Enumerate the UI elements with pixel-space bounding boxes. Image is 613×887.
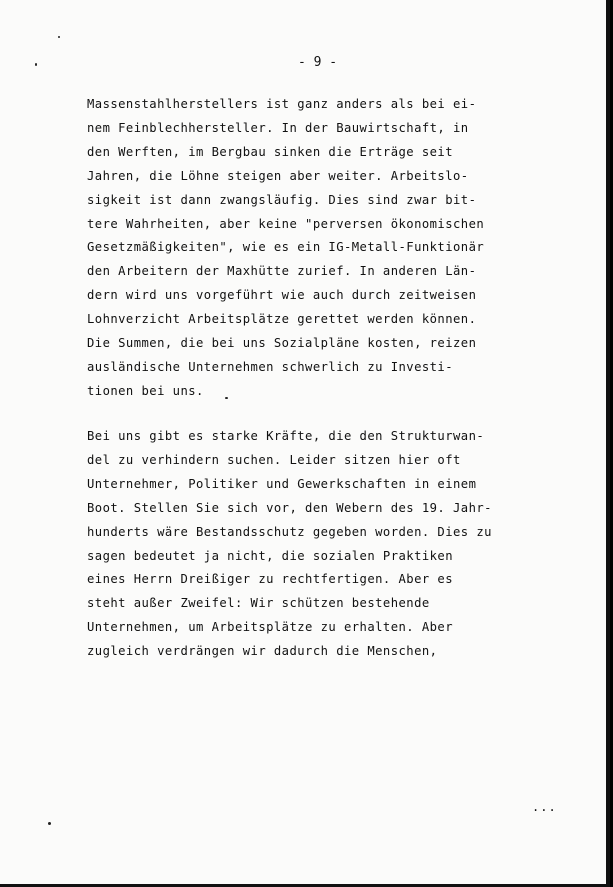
scan-speck bbox=[58, 36, 60, 38]
text-line: den Arbeitern der Maxhütte zurief. In anderen Län- bbox=[87, 264, 477, 279]
text-line: dern wird uns vorgeführt wie auch durch zeitweisen bbox=[87, 288, 477, 303]
text-line: nem Feinblechhersteller. In der Bauwirtschaft, in bbox=[87, 120, 469, 135]
paragraph-1 bbox=[87, 93, 484, 404]
text-line: steht außer Zweifel: Wir schützen bestehende bbox=[87, 596, 430, 611]
text-line: del zu verhindern suchen. Leider sitzen hier oft bbox=[87, 452, 461, 467]
text-line: Massenstahlherstellers ist ganz anders als bei ei- bbox=[87, 97, 477, 111]
text-line: Gesetzmäßigkeiten", wie es ein IG-Metall-Funktionär bbox=[87, 240, 485, 255]
text-line: den Werften, im Bergbau sinken die Erträge seit bbox=[87, 144, 454, 159]
text-line: hunderts wäre Bestandsschutz gegeben worden. Dies zu bbox=[87, 524, 492, 539]
text-line: Bei uns gibt es starke Kräfte, die den Strukturwan- bbox=[87, 429, 485, 443]
text-line: sagen bedeutet ja nicht, die sozialen Praktiken bbox=[87, 548, 454, 563]
text-line: Boot. Stellen Sie sich vor, den Webern des 19. Jahr- bbox=[87, 500, 492, 515]
continuation-marker: ... bbox=[532, 800, 557, 814]
text-line: Die Summen, die bei uns Sozialpläne kosten, reizen bbox=[87, 336, 477, 351]
text-line: Jahren, die Löhne steigen aber weiter. Arbeitslo- bbox=[87, 168, 469, 183]
text-line: Unternehmen, um Arbeitsplätze zu erhalten. Aber bbox=[87, 620, 454, 635]
text-line: ausländische Unternehmen schwerlich zu Investi- bbox=[87, 359, 454, 374]
page-number: - 9 - bbox=[298, 55, 338, 70]
paragraph-2 bbox=[87, 425, 492, 664]
text-line: sigkeit ist dann zwangsläufig. Dies sind zwar bit- bbox=[87, 192, 477, 207]
scan-speck bbox=[35, 63, 37, 66]
text-line: tionen bei uns. bbox=[87, 383, 204, 398]
text-line: eines Herrn Dreißiger zu rechtfertigen. Aber es bbox=[87, 572, 454, 587]
scan-speck bbox=[225, 397, 228, 399]
text-line: Unternehmer, Politiker und Gewerkschaften in einem bbox=[87, 476, 477, 491]
scan-speck bbox=[48, 822, 51, 825]
text-line: tere Wahrheiten, aber keine "perversen ökonomischen bbox=[87, 216, 485, 231]
text-line: Lohnverzicht Arbeitsplätze gerettet werden können. bbox=[87, 312, 477, 327]
text-line: zugleich verdrängen wir dadurch die Menschen, bbox=[87, 644, 438, 659]
